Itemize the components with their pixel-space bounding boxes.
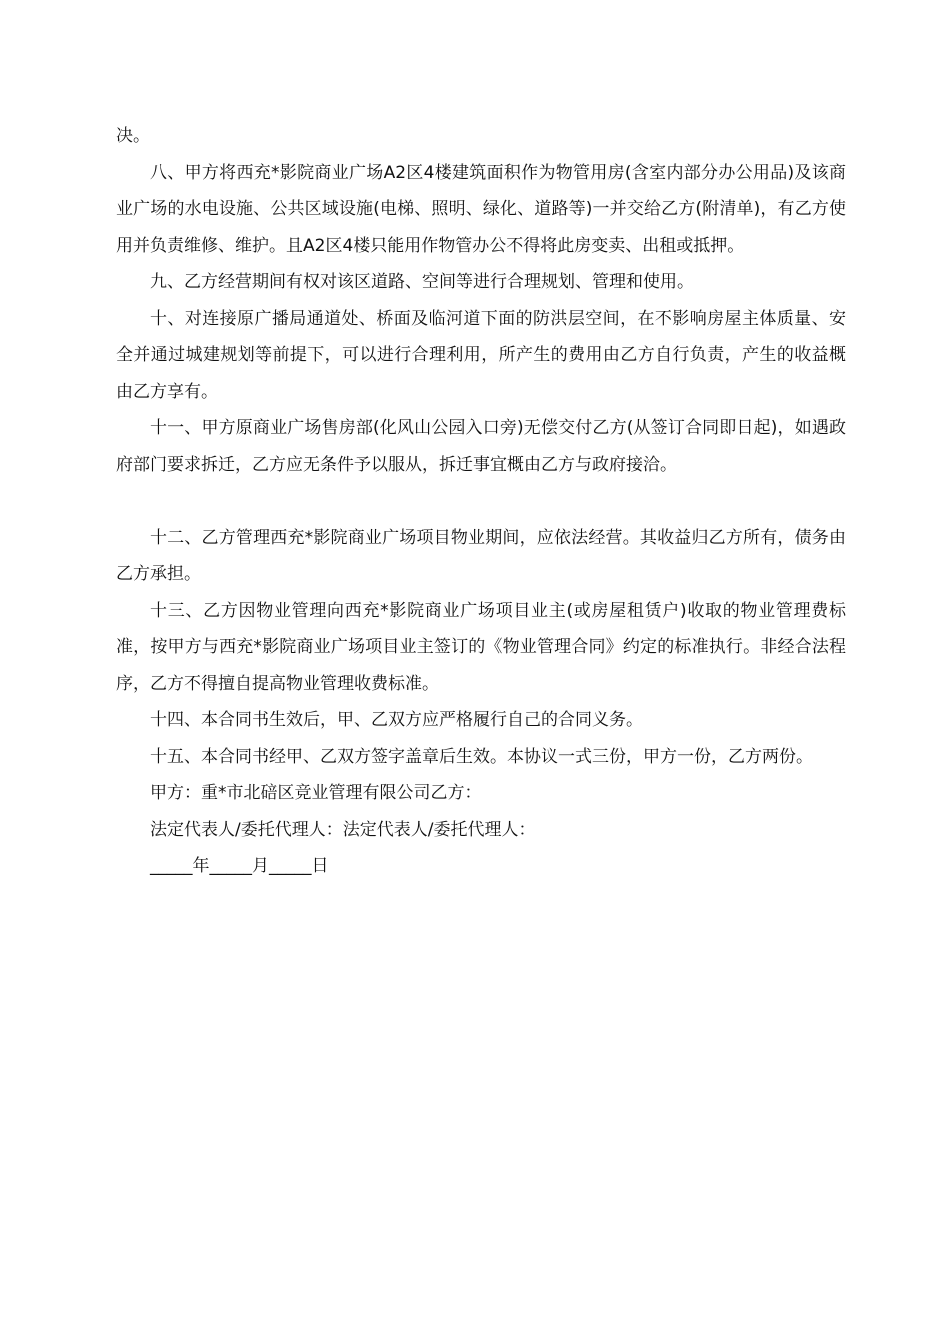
- clause-8: 八、甲方将西充*影院商业广场A2区4楼建筑面积作为物管用房(含室内部分办公用品)及该商业广场的水电设施、公共区域设施(电梯、照明、绿化、道路等)一并交给乙方(附清单)，有乙方使用并负责维修、维护。且A2区4楼只能用作物管办公不得将此房变卖、出租或抵押。: [116, 162, 846, 256]
- party-signature-line: 甲方：重*市北碚区竞业管理有限公司乙方：: [150, 783, 482, 803]
- clause-10: 十、对连接原广播局通道处、桥面及临河道下面的防洪层空间，在不影响房屋主体质量、安全并通过城建规划等前提下，可以进行合理利用，所产生的费用由乙方自行负责，产生的收益概由乙方享有。: [116, 308, 846, 402]
- clause-15: 十五、本合同书经甲、乙双方签字盖章后生效。本协议一式三份，甲方一份，乙方两份。: [150, 746, 813, 767]
- clause-11: 十一、甲方原商业广场售房部(化风山公园入口旁)无偿交付乙方(从签订合同即日起)，如遇政府部门要求拆迁，乙方应无条件予以服从，拆迁事宜概由乙方与政府接洽。: [116, 418, 846, 475]
- date-line: _____年_____月_____日: [150, 856, 329, 876]
- contract-body: [116, 118, 846, 885]
- clause-13: 十三、乙方因物业管理向西充*影院商业广场项目业主(或房屋租赁户)收取的物业管理费标准，按甲方与西充*影院商业广场项目业主签订的《物业管理合同》约定的标准执行。非经合法程序，乙方不得擅自提高物业管理收费标准。: [116, 600, 846, 694]
- clause-12: 十二、乙方管理西充*影院商业广场项目物业期间，应依法经营。其收益归乙方所有，债务由乙方承担。: [116, 527, 846, 584]
- clause-14: 十四、本合同书生效后，甲、乙双方应严格履行自己的合同义务。: [150, 710, 643, 730]
- representative-signature-line: 法定代表人/委托代理人：法定代表人/委托代理人：: [150, 819, 536, 840]
- blank-line: [116, 483, 846, 520]
- clause-9: 九、乙方经营期间有权对该区道路、空间等进行合理规划、管理和使用。: [150, 272, 694, 292]
- paragraph-continuation: 决。: [116, 126, 150, 146]
